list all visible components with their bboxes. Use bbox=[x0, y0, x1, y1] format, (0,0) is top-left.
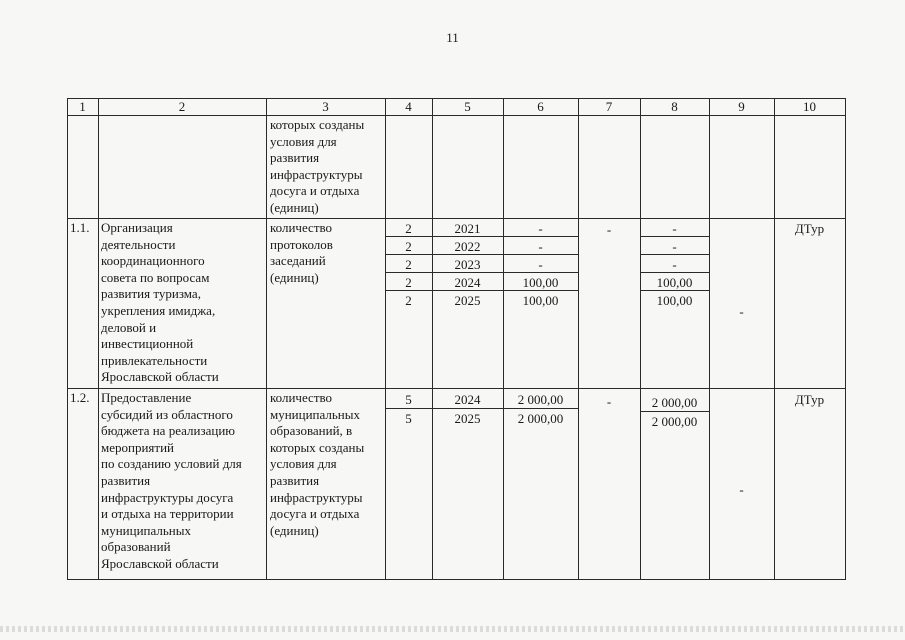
row-1-2-c8: 2 000,00 bbox=[651, 414, 698, 429]
row-1-2-year: 2024 bbox=[454, 392, 481, 407]
header-col-7: 7 bbox=[605, 99, 613, 114]
row-1-2-c4: 5 bbox=[405, 411, 412, 426]
row-1-1-number: 1.1. bbox=[70, 220, 90, 235]
row-1-1-c8: 100,00 bbox=[656, 293, 693, 308]
header-col-8: 8 bbox=[671, 99, 678, 114]
row-1-1-year: 2022 bbox=[454, 239, 481, 254]
header-col-6: 6 bbox=[537, 99, 544, 114]
row-1-2-c6: 2 000,00 bbox=[517, 411, 564, 426]
row-1-2-c7: - bbox=[606, 394, 612, 409]
header-col-1: 1 bbox=[79, 99, 86, 114]
row-1-2-year: 2025 bbox=[454, 411, 481, 426]
row-1-2-c6: 2 000,00 bbox=[517, 392, 564, 407]
row-1-2-c8: 2 000,00 bbox=[651, 395, 698, 410]
row-1-1-c9: - bbox=[739, 304, 744, 319]
row-1-1-c7: - bbox=[606, 222, 612, 237]
row-1-1-c6: 100,00 bbox=[522, 293, 559, 308]
row-1-1-c6: - bbox=[538, 221, 543, 236]
header-col-4: 4 bbox=[405, 99, 412, 114]
row-1-1-year: 2023 bbox=[454, 257, 481, 272]
row-1-1-c4: 2 bbox=[405, 257, 412, 272]
header-col-3: 3 bbox=[322, 99, 329, 114]
row-1-1-indicator: количество протоколов заседаний (единиц) bbox=[270, 220, 333, 285]
row-1-1-c4: 2 bbox=[405, 221, 412, 236]
row-1-1-c8: - bbox=[672, 239, 677, 254]
row-1-1-c8: - bbox=[672, 221, 677, 236]
header-col-10: 10 bbox=[803, 99, 816, 114]
header-col-2: 2 bbox=[178, 99, 186, 114]
row-1-2-executor: ДТур bbox=[794, 392, 825, 407]
row-1-1-c8: - bbox=[672, 257, 677, 272]
row-1-1-name: Организация деятельности координационного совета по вопросам развития туризма, укрепления имиджа, деловой и инвестиционной привлекательности Ярославской области bbox=[101, 220, 219, 385]
row-1-1-year: 2021 bbox=[454, 221, 481, 236]
row-1-1-c6: 100,00 bbox=[522, 275, 559, 290]
header-col-5: 5 bbox=[464, 99, 471, 114]
row-1-1-c4: 2 bbox=[405, 275, 412, 290]
cont-indicator-text: которых созданы условия для развития инфраструктуры досуга и отдыха (единиц) bbox=[270, 117, 365, 215]
row-1-2-name: Предоставление субсидий из областного бюджета на реализацию мероприятий по созданию условий для развития инфраструктуры досуга и отдыха на территории муниципальных образований Ярославской области bbox=[101, 390, 242, 571]
row-1-1-c4: 2 bbox=[405, 239, 412, 254]
row-1-1-year: 2024 bbox=[454, 275, 481, 290]
scan-artifact bbox=[0, 626, 905, 632]
row-1-1-c6: - bbox=[538, 257, 543, 272]
row-1-2-number: 1.2. bbox=[70, 390, 90, 405]
header-col-9: 9 bbox=[738, 99, 745, 114]
row-1-1-executor: ДТур bbox=[794, 221, 825, 236]
page-number: 11 bbox=[446, 30, 459, 45]
row-1-1-year: 2025 bbox=[454, 293, 481, 308]
row-1-1-c8: 100,00 bbox=[656, 275, 693, 290]
row-1-2-indicator: количество муниципальных образований, в которых созданы условия для развития инфраструктуры досуга и отдыха (единиц) bbox=[270, 390, 365, 538]
row-1-1-c4: 2 bbox=[405, 293, 412, 308]
row-1-1-c6: - bbox=[538, 239, 543, 254]
row-1-2-c4: 5 bbox=[405, 392, 412, 407]
row-1-2-c9: - bbox=[739, 482, 744, 497]
